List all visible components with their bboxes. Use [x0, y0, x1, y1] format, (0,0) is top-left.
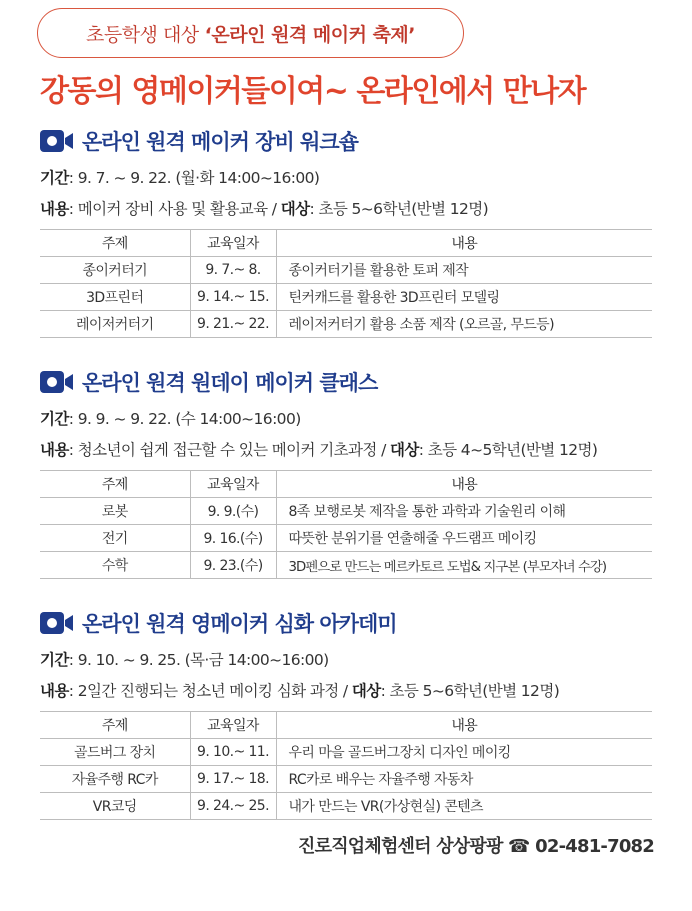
cell-content: 종이커터기를 활용한 토퍼 제작 [276, 257, 652, 284]
headline: 강동의 영메이커들이여~ 온라인에서 만나자 [40, 74, 586, 109]
section-title-row [40, 365, 660, 399]
schedule-table [40, 229, 652, 338]
period-value: : 9. 10. ~ 9. 25. (목·금 14:00~16:00) [68, 651, 329, 669]
table-row [40, 552, 652, 579]
table-header-row [40, 712, 652, 739]
cell-topic: 골드버그 장치 [40, 739, 190, 766]
table-header-row [40, 471, 652, 498]
header-topic: 주제 [40, 712, 190, 739]
content-value: : 2일간 진행되는 청소년 메이킹 심화 과정 / [68, 682, 348, 700]
cell-date: 9. 10.~ 11. [190, 739, 276, 766]
header-topic: 주제 [40, 471, 190, 498]
header-date: 교육일자 [190, 230, 276, 257]
video-camera-icon [40, 129, 74, 153]
phone-icon: ☎ [508, 836, 530, 857]
target-label: 대상 [280, 200, 310, 218]
cell-content: 레이저커터기 활용 소품 제작 (오르골, 무드등) [276, 311, 652, 338]
section-title: 온라인 원격 영메이커 심화 아카데미 [82, 612, 397, 636]
period-line [40, 408, 660, 430]
target-label: 대상 [390, 441, 419, 459]
header-pill [37, 8, 464, 58]
section-title-row [40, 124, 660, 158]
cell-date: 9. 23.(수) [190, 552, 276, 579]
table-row [40, 766, 652, 793]
header-content: 내용 [276, 712, 652, 739]
target-value: : 초등 4~5학년(반별 12명) [418, 441, 598, 459]
content-line [40, 680, 660, 702]
table-row [40, 498, 652, 525]
cell-content: RC카로 배우는 자율주행 자동차 [276, 766, 652, 793]
section-oneday-class [40, 365, 660, 579]
period-value: : 9. 7. ~ 9. 22. (월·화 14:00~16:00) [68, 169, 320, 187]
table-row [40, 284, 652, 311]
pill-lead: 초등학생 대상 [86, 23, 199, 46]
cell-date: 9. 17.~ 18. [190, 766, 276, 793]
section-academy [40, 606, 660, 820]
period-value: : 9. 9. ~ 9. 22. (수 14:00~16:00) [68, 410, 301, 428]
section-workshop [40, 124, 660, 338]
footer-org: 진로직업체험센터 상상팡팡 [298, 836, 503, 857]
cell-date: 9. 24.~ 25. [190, 793, 276, 820]
header-content: 내용 [276, 230, 652, 257]
cell-content: 8족 보행로봇 제작을 통한 과학과 기술원리 이해 [276, 498, 652, 525]
schedule-table [40, 711, 652, 820]
section-title-row [40, 606, 660, 640]
pill-highlight: ‘온라인 원격 메이커 축제’ [204, 23, 415, 46]
content-line [40, 198, 660, 220]
content-value: : 청소년이 쉽게 접근할 수 있는 메이커 기초과정 / [68, 441, 386, 459]
cell-topic: 3D프린터 [40, 284, 190, 311]
cell-topic: VR코딩 [40, 793, 190, 820]
footer-phone: 02-481-7082 [535, 836, 654, 857]
content-line [40, 439, 660, 461]
cell-date: 9. 21.~ 22. [190, 311, 276, 338]
target-value: : 초등 5~6학년(반별 12명) [380, 682, 560, 700]
header-content: 내용 [276, 471, 652, 498]
table-header-row [40, 230, 652, 257]
video-camera-icon [40, 611, 74, 635]
cell-date: 9. 7.~ 8. [190, 257, 276, 284]
cell-content: 내가 만드는 VR(가상현실) 콘텐츠 [276, 793, 652, 820]
cell-topic: 종이커터기 [40, 257, 190, 284]
cell-date: 9. 9.(수) [190, 498, 276, 525]
period-label: 기간 [40, 169, 69, 187]
content-label: 내용 [40, 441, 69, 459]
cell-date: 9. 16.(수) [190, 525, 276, 552]
cell-topic: 수학 [40, 552, 190, 579]
target-value: : 초등 5~6학년(반별 12명) [309, 200, 489, 218]
table-row [40, 311, 652, 338]
table-row [40, 793, 652, 820]
content-label: 내용 [40, 682, 69, 700]
period-line [40, 167, 660, 189]
cell-topic: 레이저커터기 [40, 311, 190, 338]
table-row [40, 739, 652, 766]
cell-content: 3D펜으로 만드는 메르카토르 도법& 지구본 (부모자녀 수강) [276, 552, 652, 579]
video-camera-icon [40, 370, 74, 394]
cell-content: 따뜻한 분위기를 연출해줄 우드램프 메이킹 [276, 525, 652, 552]
content-label: 내용 [40, 200, 69, 218]
cell-content: 우리 마을 골드버그장치 디자인 메이킹 [276, 739, 652, 766]
header-topic: 주제 [40, 230, 190, 257]
period-label: 기간 [40, 651, 69, 669]
header-date: 교육일자 [190, 712, 276, 739]
period-label: 기간 [40, 410, 69, 428]
table-row [40, 525, 652, 552]
schedule-table [40, 470, 652, 579]
target-label: 대상 [351, 682, 381, 700]
cell-date: 9. 14.~ 15. [190, 284, 276, 311]
cell-topic: 자율주행 RC카 [40, 766, 190, 793]
section-title: 온라인 원격 메이커 장비 워크숍 [82, 130, 358, 154]
cell-topic: 전기 [40, 525, 190, 552]
period-line [40, 649, 660, 671]
table-row [40, 257, 652, 284]
cell-topic: 로봇 [40, 498, 190, 525]
content-value: : 메이커 장비 사용 및 활용교육 / [68, 200, 277, 218]
header-date: 교육일자 [190, 471, 276, 498]
footer-contact [298, 832, 654, 858]
section-title: 온라인 원격 원데이 메이커 클래스 [82, 371, 378, 395]
cell-content: 틴커캐드를 활용한 3D프린터 모델링 [276, 284, 652, 311]
